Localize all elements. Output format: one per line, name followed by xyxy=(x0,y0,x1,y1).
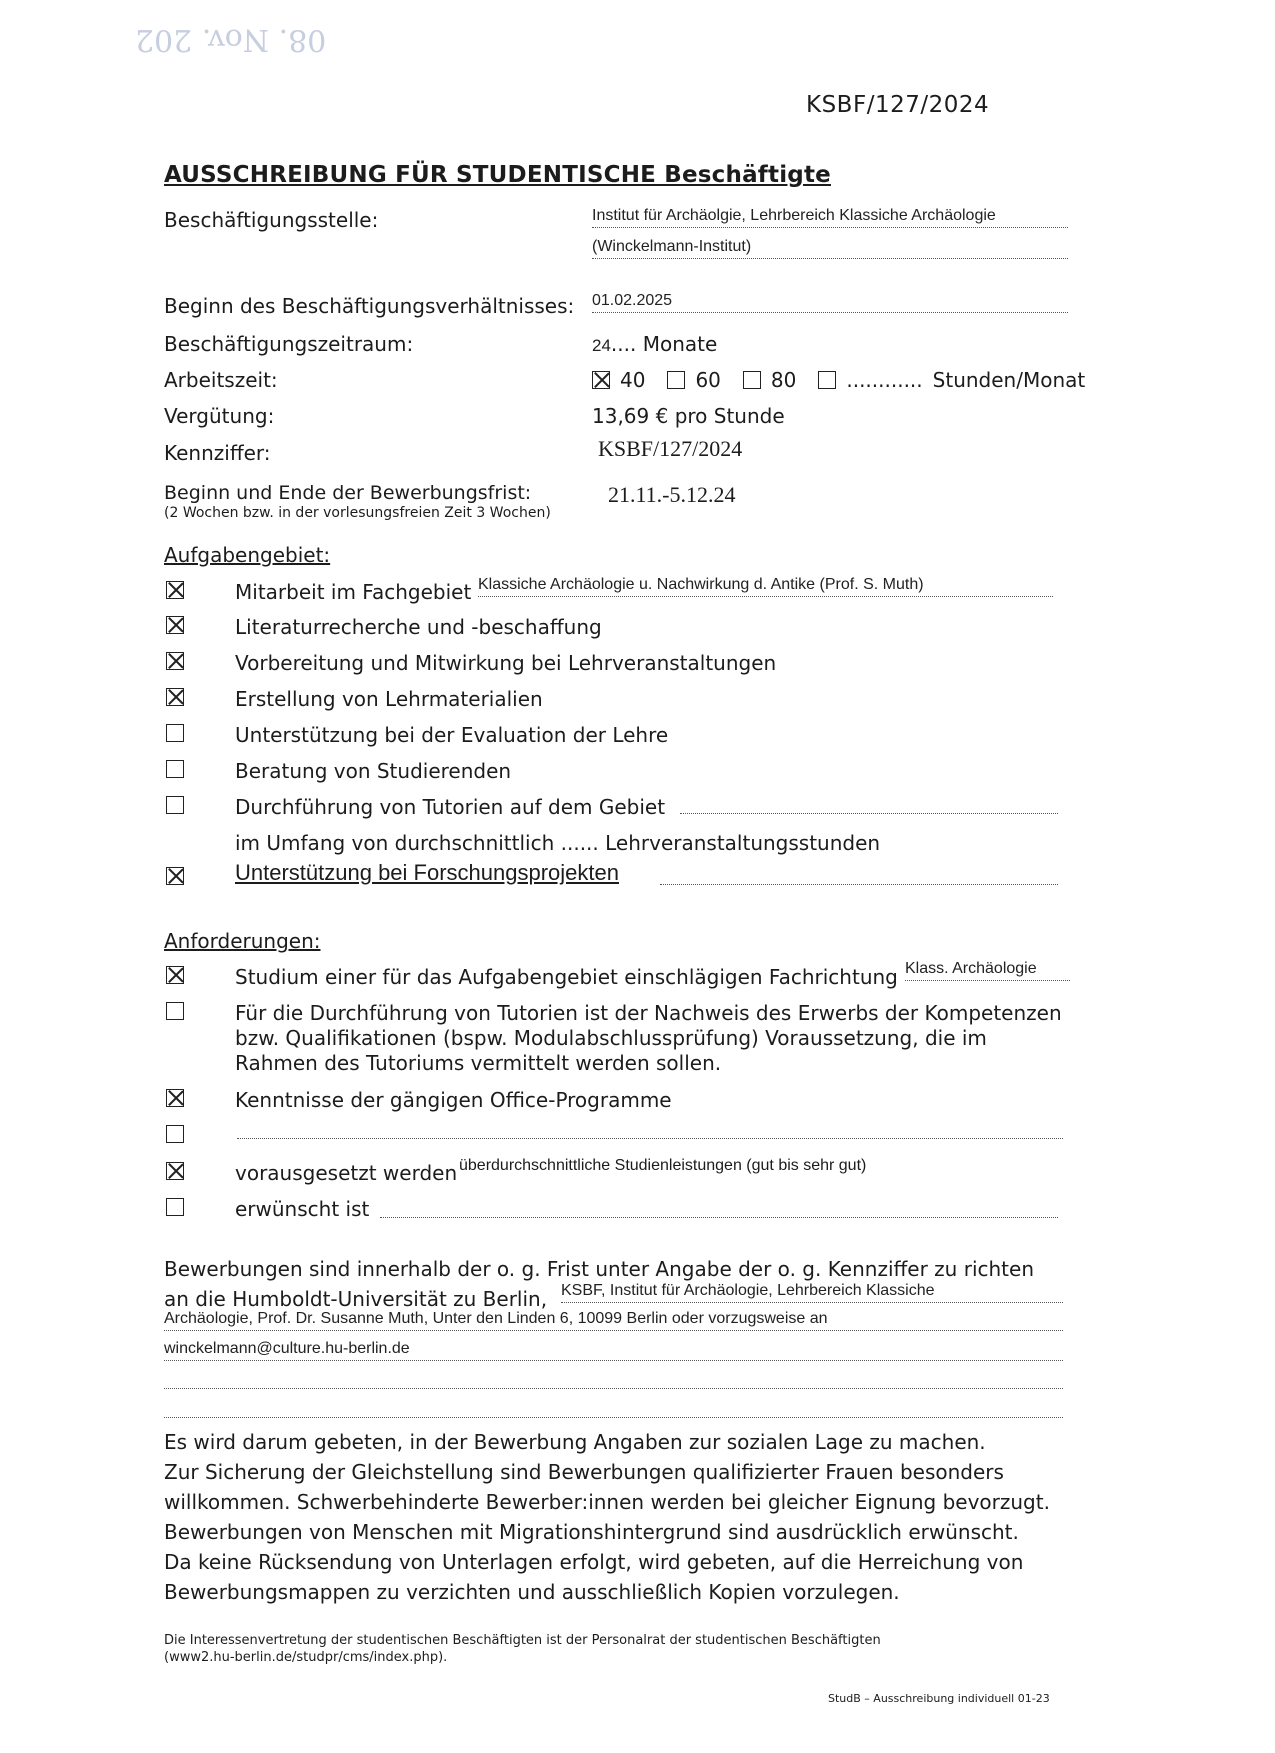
verguetung-value: 13,69 € pro Stunde xyxy=(592,404,785,428)
aufgabe-5: Beratung von Studierenden xyxy=(235,759,512,783)
zeitraum-months: 24 xyxy=(592,336,611,355)
bewerbung-line3-adresse: Archäologie, Prof. Dr. Susanne Muth, Unter den Linden 6, 10099 Berlin oder vorzugsweise an xyxy=(164,1310,1063,1331)
anforderung-1-line2: bzw. Qualifikationen (bspw. Modulabschlussprüfung) Voraussetzung, die im xyxy=(235,1026,987,1050)
anforderung-checkbox-4[interactable] xyxy=(166,1162,184,1184)
aufgabe-checkbox-1[interactable] xyxy=(166,616,184,638)
aufgabe-checkbox-3[interactable] xyxy=(166,688,184,710)
hours-checkbox-80[interactable] xyxy=(743,371,761,389)
hinweis-line: Es wird darum gebeten, in der Bewerbung Angaben zur sozialen Lage zu machen. xyxy=(164,1430,986,1454)
page-title: AUSSCHREIBUNG FÜR STUDENTISCHE Beschäftigte xyxy=(164,162,831,188)
hours-checkbox-40[interactable] xyxy=(592,371,610,389)
aufgabe-1: Literaturrecherche und -beschaffung xyxy=(235,615,602,639)
hours-option-40: 40 xyxy=(620,368,646,392)
aufgabe-checkbox-5[interactable] xyxy=(166,760,184,782)
zeitraum-suffix: .... Monate xyxy=(610,332,718,356)
anforderung-checkbox-3[interactable] xyxy=(166,1125,184,1147)
beginn-label: Beginn des Beschäftigungsverhältnisses: xyxy=(164,294,575,318)
frist-value: 21.11.-5.12.24 xyxy=(608,482,736,507)
aufgabe-4: Unterstützung bei der Evaluation der Lehre xyxy=(235,723,669,747)
zeitraum-value xyxy=(592,332,717,356)
zeitraum-label: Beschäftigungszeitraum: xyxy=(164,332,414,356)
aufgabe-checkbox-7[interactable] xyxy=(166,867,184,889)
bewerbung-blank-1 xyxy=(164,1370,1063,1389)
anforderung-1-line3: Rahmen des Tutoriums vermittelt werden sollen. xyxy=(235,1051,722,1075)
hinweis-line: willkommen. Schwerbehinderte Bewerber:innen werden bei gleicher Eignung bevorzugt. xyxy=(164,1490,1050,1514)
anforderung-checkbox-1[interactable] xyxy=(166,1002,184,1024)
hours-option-60: 60 xyxy=(695,368,721,392)
bewerbung-line2-prefix: an die Humboldt-Universität zu Berlin, xyxy=(164,1287,548,1311)
aufgabe-0-fachgebiet: Klassiche Archäologie u. Nachwirkung d. Antike (Prof. S. Muth) xyxy=(478,576,1053,597)
aufgabe-checkbox-0[interactable] xyxy=(166,581,184,603)
anforderung-checkbox-5[interactable] xyxy=(166,1198,184,1220)
anforderung-0-fachrichtung: Klass. Archäologie xyxy=(905,960,1070,981)
anforderung-checkbox-2[interactable] xyxy=(166,1089,184,1111)
hours-checkbox-other[interactable] xyxy=(818,371,836,389)
hinweis-line: Zur Sicherung der Gleichstellung sind Bewerbungen qualifizierter Frauen besonders xyxy=(164,1460,1004,1484)
hinweise xyxy=(164,1427,1050,1607)
anforderung-0: Studium einer für das Aufgabengebiet einschlägigen Fachrichtung xyxy=(235,965,898,989)
hours-unit: Stunden/Monat xyxy=(932,368,1086,392)
hinweis-line: Bewerbungen von Menschen mit Migrationshintergrund sind ausdrücklich erwünscht. xyxy=(164,1520,1019,1544)
kennziffer-label: Kennziffer: xyxy=(164,441,271,465)
aufgaben-heading: Aufgabengebiet: xyxy=(164,543,331,567)
arbeitszeit-label: Arbeitszeit: xyxy=(164,368,278,392)
frist-note: (2 Wochen bzw. in der vorlesungsfreien Zeit 3 Wochen) xyxy=(164,505,551,521)
bewerbung-line1: Bewerbungen sind innerhalb der o. g. Frist unter Angabe der o. g. Kennziffer zu richten xyxy=(164,1257,1034,1281)
aufgabe-checkbox-6[interactable] xyxy=(166,796,184,818)
stelle-value-1: Institut für Archäolgie, Lehrbereich Klassiche Archäologie xyxy=(592,207,1068,228)
aufgabe-checkbox-4[interactable] xyxy=(166,724,184,746)
aufgabe-7: Unterstützung bei Forschungsprojekten xyxy=(235,860,619,885)
hinweis-line: Da keine Rücksendung von Unterlagen erfolgt, wird gebeten, auf die Herreichung von xyxy=(164,1550,1024,1574)
anforderungen-heading: Anforderungen: xyxy=(164,929,321,953)
anforderung-5-blank xyxy=(380,1199,1058,1218)
anforderung-1-line1: Für die Durchführung von Tutorien ist der Nachweis des Erwerbs der Kompetenzen xyxy=(235,1001,1062,1025)
aufgabe-checkbox-2[interactable] xyxy=(166,652,184,674)
aufgabe-6: Durchführung von Tutorien auf dem Gebiet xyxy=(235,795,666,819)
tutorien-gebiet-blank xyxy=(680,795,1058,814)
anforderung-2: Kenntnisse der gängigen Office-Programme xyxy=(235,1088,672,1112)
hours-option-other: ............ xyxy=(846,368,923,392)
anforderung-checkbox-0[interactable] xyxy=(166,966,184,988)
bewerbung-line2-adresse: KSBF, Institut für Archäologie, Lehrbereich Klassiche xyxy=(561,1282,1063,1303)
frist-label: Beginn und Ende der Bewerbungsfrist: xyxy=(164,482,532,504)
bewerbung-email: winckelmann@culture.hu-berlin.de xyxy=(164,1340,1063,1361)
hours-options xyxy=(592,368,1085,392)
anforderung-3-blank xyxy=(237,1120,1063,1139)
form-id: StudB – Ausschreibung individuell 01-23 xyxy=(828,1692,1050,1705)
anforderung-4: vorausgesetzt werden xyxy=(235,1161,458,1185)
footnote-line1: Die Interessenvertretung der studentischen Beschäftigten ist der Personalrat der studentischen Beschäftigten xyxy=(164,1633,881,1648)
anforderung-4-voraussetzung: überdurchschnittliche Studienleistungen (gut bis sehr gut) xyxy=(459,1157,867,1174)
kennziffer-value: KSBF/127/2024 xyxy=(598,436,743,461)
footnote-line2: (www2.hu-berlin.de/studpr/cms/index.php). xyxy=(164,1650,448,1665)
anforderung-5: erwünscht ist xyxy=(235,1197,370,1221)
bewerbung-blank-2 xyxy=(164,1399,1063,1418)
aufgabe-3: Erstellung von Lehrmaterialien xyxy=(235,687,543,711)
reference-number: KSBF/127/2024 xyxy=(806,92,990,118)
hours-option-80: 80 xyxy=(770,368,797,392)
stelle-value-2: (Winckelmann-Institut) xyxy=(592,238,1068,259)
anforderung-1 xyxy=(235,1001,1062,1076)
hinweis-line: Bewerbungsmappen zu verzichten und ausschließlich Kopien vorzulegen. xyxy=(164,1580,900,1604)
stelle-label: Beschäftigungsstelle: xyxy=(164,208,379,232)
verguetung-label: Vergütung: xyxy=(164,404,275,428)
aufgabe-7-blank xyxy=(660,866,1058,885)
received-stamp: 08. Nov. 202 xyxy=(135,22,327,57)
hours-checkbox-60[interactable] xyxy=(667,371,685,389)
tutorien-umfang: im Umfang von durchschnittlich ...... Lehrveranstaltungsstunden xyxy=(235,831,881,855)
footnote xyxy=(164,1632,881,1666)
aufgabe-0: Mitarbeit im Fachgebiet xyxy=(235,580,472,604)
beginn-value: 01.02.2025 xyxy=(592,292,1068,313)
aufgabe-2: Vorbereitung und Mitwirkung bei Lehrveranstaltungen xyxy=(235,651,777,675)
